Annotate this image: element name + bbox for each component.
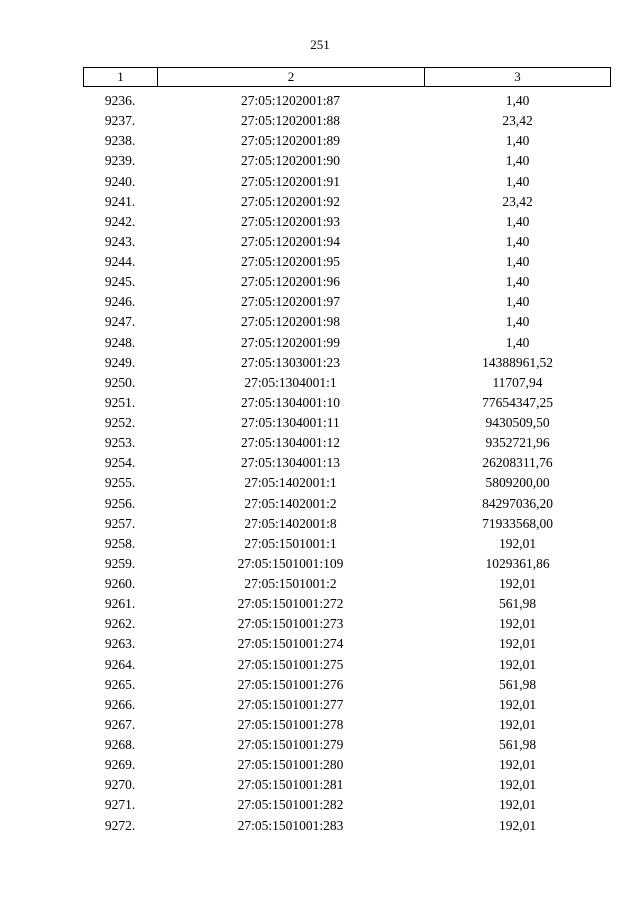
value-cell: 9352721,96: [485, 435, 550, 451]
table-row: [83, 675, 611, 695]
value-cell: 84297036,20: [482, 495, 553, 511]
value-cell: 1,40: [505, 274, 530, 290]
value-cell: 192,01: [498, 576, 537, 592]
table-row: [83, 453, 611, 473]
table-row: [83, 292, 611, 312]
value-cell: 23,42: [502, 113, 533, 129]
column-header-3: 3: [514, 69, 521, 84]
row-number-cell: 9257.: [104, 515, 136, 531]
value-cell: 1,40: [505, 334, 530, 350]
table-row: [83, 393, 611, 413]
table-row: [83, 594, 611, 614]
value-cell: 561,98: [498, 737, 537, 753]
value-cell: 192,01: [498, 535, 537, 551]
row-number-cell: 9270.: [104, 777, 136, 793]
row-number-cell: 9265.: [104, 676, 136, 692]
table-row: [83, 212, 611, 232]
table-row: [83, 795, 611, 815]
table-row: [83, 534, 611, 554]
cadastral-number-cell: 27:05:1501001:274: [237, 636, 344, 652]
value-cell: 26208311,76: [482, 455, 553, 471]
value-cell: 192,01: [498, 696, 537, 712]
row-number-cell: 9236.: [104, 93, 136, 109]
table-row: [83, 816, 611, 836]
row-number-cell: 9240.: [104, 173, 136, 189]
value-cell: 192,01: [498, 716, 537, 732]
column-header-2: 2: [158, 68, 425, 86]
cadastral-number-cell: 27:05:1501001:273: [237, 616, 344, 632]
value-cell: 1029361,86: [485, 555, 550, 571]
row-number-cell: 9244.: [104, 254, 136, 270]
cadastral-number-cell: 27:05:1202001:88: [240, 113, 340, 129]
row-number-cell: 9252.: [104, 415, 136, 431]
cadastral-number-cell: 27:05:1202001:93: [240, 213, 340, 229]
value-cell: 192,01: [498, 817, 537, 833]
table-row: [83, 232, 611, 252]
cadastral-number-cell: 27:05:1402001:8: [244, 515, 337, 531]
table-row: [83, 755, 611, 775]
cadastral-number-cell: 27:05:1202001:95: [240, 254, 340, 270]
table-row: [83, 574, 611, 594]
row-number-cell: 9263.: [104, 636, 136, 652]
cadastral-number-cell: 27:05:1202001:91: [240, 173, 340, 189]
cadastral-number-cell: 27:05:1304001:1: [244, 374, 337, 390]
cadastral-number-cell: 27:05:1304001:10: [240, 394, 340, 410]
row-number-cell: 9262.: [104, 616, 136, 632]
value-cell: 1,40: [505, 133, 530, 149]
cadastral-number-cell: 27:05:1202001:94: [240, 233, 340, 249]
row-number-cell: 9255.: [104, 475, 136, 491]
table-row: [83, 111, 611, 131]
value-cell: 561,98: [498, 676, 537, 692]
cadastral-number-cell: 27:05:1501001:1: [244, 535, 337, 551]
cadastral-number-cell: 27:05:1501001:280: [237, 757, 344, 773]
row-number-cell: 9259.: [104, 555, 136, 571]
value-cell: 9430509,50: [485, 415, 550, 431]
row-number-cell: 9268.: [104, 737, 136, 753]
row-number-cell: 9266.: [104, 696, 136, 712]
row-number-cell: 9239.: [104, 153, 136, 169]
cadastral-number-cell: 27:05:1202001:96: [240, 274, 340, 290]
table-row: [83, 433, 611, 453]
row-number-cell: 9249.: [104, 354, 136, 370]
table-row: [83, 715, 611, 735]
value-cell: 192,01: [498, 636, 537, 652]
table-row: [83, 172, 611, 192]
row-number-cell: 9269.: [104, 757, 136, 773]
value-cell: 1,40: [505, 93, 530, 109]
cadastral-number-cell: 27:05:1202001:89: [240, 133, 340, 149]
cadastral-number-cell: 27:05:1202001:99: [240, 334, 340, 350]
row-number-cell: 9261.: [104, 596, 136, 612]
cadastral-number-cell: 27:05:1304001:12: [240, 435, 340, 451]
table-row: [83, 151, 611, 171]
table-row: [83, 695, 611, 715]
row-number-cell: 9253.: [104, 435, 136, 451]
value-cell: 23,42: [502, 193, 533, 209]
table-row: [83, 252, 611, 272]
row-number-cell: 9256.: [104, 495, 136, 511]
value-cell: 1,40: [505, 294, 530, 310]
table-body: [83, 91, 611, 836]
row-number-cell: 9250.: [104, 374, 136, 390]
table-row: [83, 272, 611, 292]
cadastral-number-cell: 27:05:1202001:90: [240, 153, 340, 169]
page-number: 251: [310, 37, 330, 52]
row-number-cell: 9271.: [104, 797, 136, 813]
row-number-cell: 9238.: [104, 133, 136, 149]
row-number-cell: 9260.: [104, 576, 136, 592]
cadastral-number-cell: 27:05:1202001:97: [240, 294, 340, 310]
value-cell: 192,01: [498, 757, 537, 773]
value-cell: 1,40: [505, 233, 530, 249]
value-cell: 192,01: [498, 616, 537, 632]
row-number-cell: 9248.: [104, 334, 136, 350]
value-cell: 192,01: [498, 656, 537, 672]
table-row: [83, 514, 611, 534]
value-cell: 1,40: [505, 153, 530, 169]
table-row: [83, 91, 611, 111]
cadastral-number-cell: 27:05:1402001:1: [244, 475, 337, 491]
row-number-cell: 9251.: [104, 394, 136, 410]
value-cell: 5809200,00: [485, 475, 550, 491]
table-row: [83, 554, 611, 574]
table-row: [83, 312, 611, 332]
cadastral-number-cell: 27:05:1501001:275: [237, 656, 344, 672]
table-row: [83, 655, 611, 675]
row-number-cell: 9247.: [104, 314, 136, 330]
value-cell: 1,40: [505, 213, 530, 229]
table-row: [83, 413, 611, 433]
value-cell: 77654347,25: [482, 394, 553, 410]
cadastral-number-cell: 27:05:1501001:279: [237, 737, 344, 753]
value-cell: 192,01: [498, 797, 537, 813]
table-row: [83, 634, 611, 654]
table-row: [83, 775, 611, 795]
table-row: [83, 473, 611, 493]
table-row: [83, 353, 611, 373]
row-number-cell: 9264.: [104, 656, 136, 672]
row-number-cell: 9254.: [104, 455, 136, 471]
cadastral-number-cell: 27:05:1501001:272: [237, 596, 344, 612]
value-cell: 11707,94: [492, 374, 543, 390]
cadastral-number-cell: 27:05:1304001:11: [241, 415, 340, 431]
cadastral-number-cell: 27:05:1501001:276: [237, 676, 344, 692]
value-cell: 561,98: [498, 596, 537, 612]
table-row: [83, 614, 611, 634]
value-cell: 14388961,52: [482, 354, 553, 370]
row-number-cell: 9267.: [104, 716, 136, 732]
table-row: [83, 373, 611, 393]
value-cell: 1,40: [505, 314, 530, 330]
cadastral-number-cell: 27:05:1501001:277: [237, 696, 344, 712]
table-row: [83, 192, 611, 212]
row-number-cell: 9258.: [104, 535, 136, 551]
cadastral-number-cell: 27:05:1501001:109: [237, 555, 344, 571]
value-cell: 1,40: [505, 173, 530, 189]
cadastral-number-cell: 27:05:1501001:278: [237, 716, 344, 732]
row-number-cell: 9241.: [104, 193, 136, 209]
cadastral-number-cell: 27:05:1202001:98: [240, 314, 340, 330]
value-cell: 71933568,00: [482, 515, 553, 531]
table-row: [83, 333, 611, 353]
row-number-cell: 9245.: [104, 274, 136, 290]
cadastral-number-cell: 27:05:1202001:87: [240, 93, 340, 109]
cadastral-number-cell: 27:05:1402001:2: [244, 495, 337, 511]
cadastral-number-cell: 27:05:1501001:281: [237, 777, 344, 793]
table-row: [83, 494, 611, 514]
column-header-1: 1: [84, 68, 158, 86]
row-number-cell: 9246.: [104, 294, 136, 310]
row-number-cell: 9243.: [104, 233, 136, 249]
row-number-cell: 9242.: [104, 213, 136, 229]
cadastral-number-cell: 27:05:1501001:283: [237, 817, 344, 833]
cadastral-number-cell: 27:05:1501001:2: [244, 576, 337, 592]
cadastral-number-cell: 27:05:1202001:92: [240, 193, 340, 209]
cadastral-number-cell: 27:05:1304001:13: [240, 455, 340, 471]
data-table: [83, 67, 611, 836]
cadastral-number-cell: 27:05:1303001:23: [240, 354, 340, 370]
cadastral-number-cell: 27:05:1501001:282: [237, 797, 344, 813]
value-cell: 192,01: [498, 777, 537, 793]
table-row: [83, 735, 611, 755]
value-cell: 1,40: [505, 254, 530, 270]
row-number-cell: 9237.: [104, 113, 136, 129]
table-row: [83, 131, 611, 151]
table-header-row: [83, 67, 611, 87]
row-number-cell: 9272.: [104, 817, 136, 833]
